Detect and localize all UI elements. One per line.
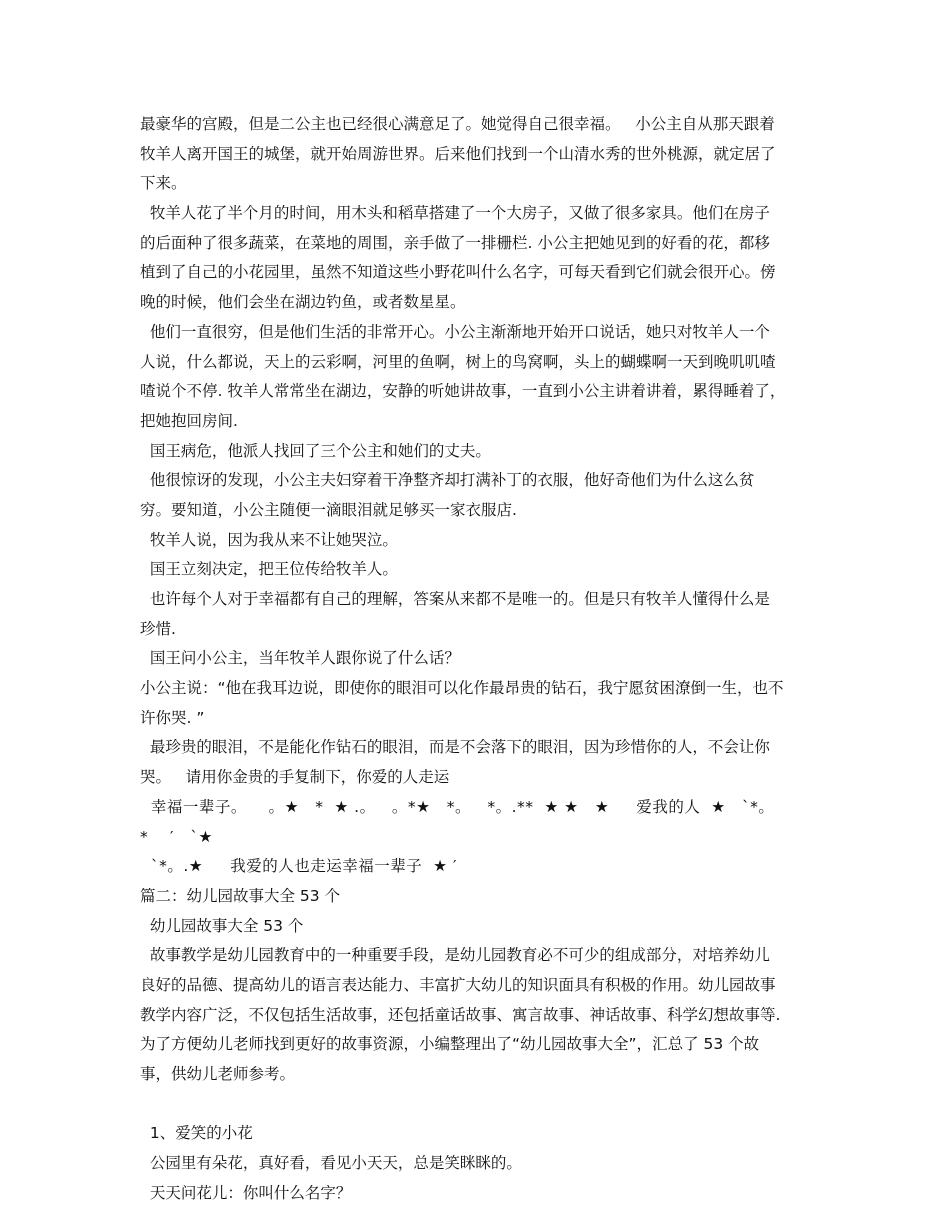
text-line: 牧羊人离开国王的城堡，就开始周游世界。后来他们找到一个山清水秀的世外桃源，就定居了: [140, 144, 776, 163]
text-line: 喳说个不停. 牧羊人常常坐在湖边，安静的听她讲故事，一直到小公主讲着讲着，累得睡着了，: [140, 382, 786, 401]
text-line: 为了方便幼儿老师找到更好的故事资源，小编整理出了“幼儿园故事大全”，汇总了 53 个故: [140, 1035, 760, 1054]
text-line: * ′ ˋ★: [140, 827, 213, 846]
text-line: [140, 1090, 820, 1120]
text-line: 故事教学是幼儿园教育中的一种重要手段，是幼儿园教育必不可少的组成部分，对培养幼儿: [140, 946, 770, 965]
text-line: 的后面种了很多蔬菜，在菜地的周围，亲手做了一排栅栏. 小公主把她见到的好看的花，都移: [140, 233, 770, 252]
text-line: 1、爱笑的小花: [140, 1124, 253, 1143]
text-line: 幼儿园故事大全 53 个: [140, 916, 304, 935]
text-line: 良好的品德、提高幼儿的语言表达能力、丰富扩大幼儿的知识面具有积极的作用。幼儿园故事: [140, 975, 776, 994]
text-line: 教学内容广泛，不仅包括生活故事，还包括童话故事、寓言故事、神话故事、科学幻想故事等.: [140, 1005, 781, 1024]
text-line: 天天问花儿：你叫什么名字？: [140, 1183, 352, 1202]
text-line: 也许每个人对于幸福都有自己的理解，答案从来都不是唯一的。但是只有牧羊人懂得什么是: [140, 590, 770, 608]
text-line: 穷。要知道，小公主随便一滴眼泪就足够买一家衣服店.: [140, 500, 517, 519]
text-line: 许你哭. ”: [140, 708, 205, 727]
text-line: 牧羊人花了半个月的时间，用木头和稻草搭建了一个大房子，又做了很多家具。他们在房子: [140, 204, 770, 223]
text-line: ˋ*。.★ 我爱的人也走运幸福一辈子 ★ ′: [140, 857, 458, 876]
text-line: 最珍贵的眼泪，不是能化作钻石的眼泪，而是不会落下的眼泪，因为珍惜你的人，不会让你: [140, 738, 770, 757]
text-line: 国王立刻决定，把王位传给牧羊人。: [140, 560, 398, 579]
text-line: 公园里有朵花，真好看，看见小天天，总是笑眯眯的。: [140, 1154, 522, 1173]
document-body: [140, 110, 820, 1208]
text-line: 篇二：幼儿园故事大全 53 个: [140, 886, 341, 905]
text-line: 珍惜.: [140, 619, 176, 638]
text-line: 哭。 请用你金贵的手复制下，你爱的人走运: [140, 768, 450, 787]
text-line: 事，供幼儿老师参考。: [140, 1065, 296, 1083]
text-line: 他们一直很穷，但是他们生活的非常开心。小公主渐渐地开始开口说话，她只对牧羊人一个: [140, 322, 770, 341]
text-line: 国王病危，他派人找回了三个公主和她们的丈夫。: [140, 441, 491, 460]
text-line: 人说，什么都说，天上的云彩啊，河里的鱼啊，树上的鸟窝啊，头上的蝴蝶啊一天到晚叽叽喳: [140, 352, 776, 371]
text-line: 国王问小公主，当年牧羊人跟你说了什么话？: [140, 649, 460, 668]
text-line: 下来。: [140, 174, 187, 193]
text-line: 小公主说：“他在我耳边说，即使你的眼泪可以化作最昂贵的钻石，我宁愿贫困潦倒一生，也不: [140, 679, 784, 698]
text-line: 植到了自己的小花园里，虽然不知道这些小野花叫什么名字，可每天看到它们就会很开心。傍: [140, 263, 776, 282]
text-line: 最豪华的宫殿，但是二公主也已经很心满意足了。她觉得自己很幸福。 小公主自从那天跟着: [140, 115, 775, 133]
text-line: 他很惊讶的发现，小公主夫妇穿着干净整齐却打满补丁的衣服，他好奇他们为什么这么贫: [140, 471, 755, 490]
text-line: 晚的时候，他们会坐在湖边钓鱼，或者数星星。: [140, 293, 466, 312]
text-line: 幸福一辈子。 。★ * ★ .。 。*★ *。 *。.** ★ ★ ★ 爱我的人 ★ ˋ*。: [140, 797, 775, 816]
text-line: 把她抱回房间.: [140, 411, 238, 430]
text-line: 牧羊人说，因为我从来不让她哭泣。: [140, 530, 398, 549]
